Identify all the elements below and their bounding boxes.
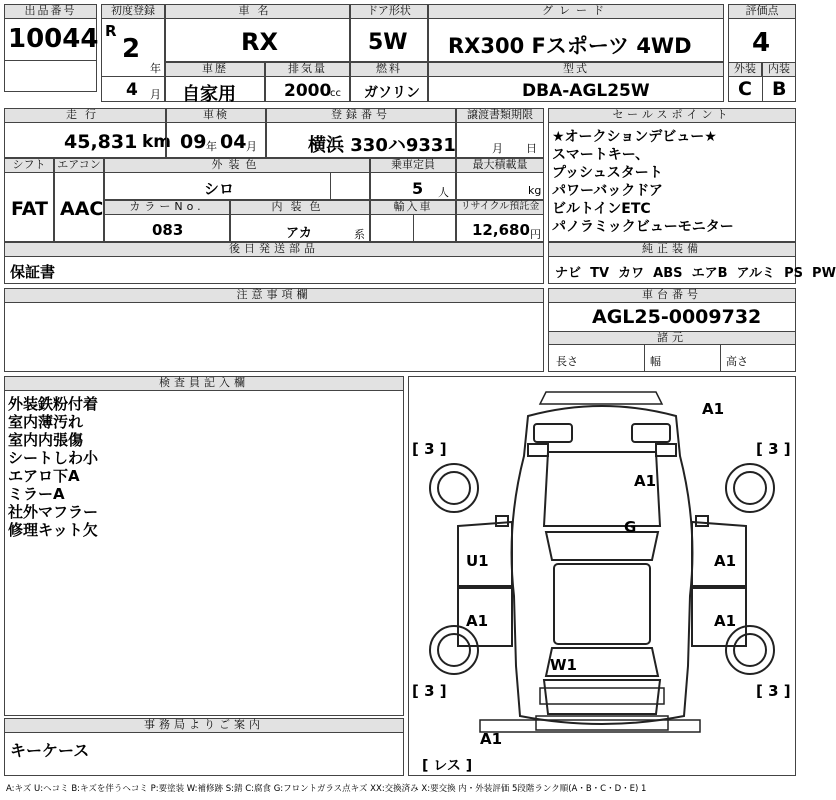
recycle: 12,680 [472,221,530,239]
car-name-label: 車名 [165,4,350,19]
damage-mark-right-rear-door: A1 [714,612,737,630]
equipment-item: アルミ [736,266,776,281]
reg-year: 2 [122,34,141,64]
legend: A:キズ U:ヘコミ B:キズを伴うヘコミ P:要塗装 W:補修跡 S:錆 C:腐食 G:フロントガラス点キズ XX:交換済み X:要交換 内・外装評価 5段階ランク順(A・B・C・D・E) 1 [6,784,647,794]
insp-month-unit: 月 [246,140,257,153]
transfer-month-unit: 月 [492,142,503,155]
fuel: ガソリン [364,85,420,101]
displacement: 2000 [284,81,332,101]
damage-mark-rear-window: W1 [550,656,577,674]
spec-length: 長さ [556,355,578,368]
sales-point-item: ★オークションデビュー★ [552,129,717,145]
tire-mark: [ 3 ] [412,440,447,458]
interior-grade: B [772,78,787,100]
tire-mark: [ 3 ] [756,682,791,700]
capacity-unit: 人 [438,186,449,199]
equipment-label: 純正装備 [548,242,796,257]
mileage: 45,831 [64,131,138,153]
model: DBA-AGL25W [522,81,650,101]
load-unit: kg [528,184,542,197]
insp-month: 04 [220,131,247,153]
recycle-label: リサイクル預託金 [456,200,544,215]
damage-mark-left-front-door: U1 [466,552,489,570]
history-label: 車歴 [165,62,265,77]
chassis-number: AGL25-0009732 [592,306,762,328]
spare-tire: [ レス ] [422,758,473,774]
reg-month: 4 [126,80,138,100]
damage-mark-rear-bumper: A1 [480,730,503,748]
shift: FAT [11,198,48,220]
score-label: 評価点 [728,4,796,19]
interior-label: 内装 [762,62,796,77]
grade: RX300 Fスポーツ 4WD [448,34,692,58]
spec-height: 高さ [726,355,748,368]
mileage-label: 走行 [4,108,166,123]
later-label: 後日発送部品 [4,242,544,257]
sales-point-item: パワーバックドア [552,183,663,199]
exterior-grade: C [738,78,752,100]
regno-label: 登録番号 [266,108,456,123]
inspector-label: 検査員記入欄 [4,376,404,391]
inspector-item: 修理キット欠 [8,521,98,539]
equipment-item: エアB [691,266,728,281]
spec-width: 幅 [650,355,661,368]
insp-year-unit: 年 [206,140,217,153]
equipment-item: カワ [618,266,645,281]
damage-mark-hood: A1 [634,472,657,490]
regno: 横浜 330ハ9331 [308,135,456,156]
tire-mark: [ 3 ] [756,440,791,458]
lot-number: 10044 [8,24,99,54]
lot-label: 出品番号 [4,4,97,19]
ac-label: エアコン [54,158,104,173]
shift-label: シフト [4,158,54,173]
fuel-label: 燃料 [350,62,428,77]
sales-point-item: ビルトインETC [552,201,651,217]
ac: AAC [60,198,104,220]
model-label: 型式 [428,62,724,77]
import-label: 輸入車 [370,200,456,215]
recycle-unit: 円 [530,228,541,241]
load-label: 最大積載量 [456,158,544,173]
equipment-item: ABS [653,266,683,281]
damage-mark-roof: G [624,518,637,536]
inspector-item: 室内薄汚れ [8,413,84,431]
sales-point-item: パノラミックビューモニター [552,219,734,235]
notes-label: 注意事項欄 [4,288,544,303]
grade-label: グレード [428,4,724,19]
sales-points-label: セールスポイント [548,108,796,123]
color-label: 外装色 [104,158,370,173]
first-reg-label: 初度登録 [101,4,165,19]
score: 4 [752,28,771,58]
color-no: 083 [152,221,184,239]
specs-label: 諸元 [548,331,796,345]
inspector-list [8,395,98,539]
capacity-label: 乗車定員 [370,158,456,173]
displacement-label: 排気量 [265,62,350,77]
inspector-item: エアロ下A [8,467,80,485]
tire-mark: [ 3 ] [412,682,447,700]
year-unit: 年 [150,62,161,75]
equipment-item: TV [590,266,610,281]
cc-unit: cc [330,88,341,99]
chassis-label: 車台番号 [548,288,796,303]
sales-point-item: プッシュスタート [552,165,663,181]
equipment-list [555,262,836,281]
car-name: RX [241,28,278,56]
later-value: 保証書 [10,263,56,281]
sales-point-item: スマートキー、 [552,147,650,163]
damage-mark-front-bumper: A1 [702,400,725,418]
office-label: 事務局よりご案内 [4,718,404,733]
inspection-label: 車検 [166,108,266,123]
inspector-item: ミラーA [8,485,65,503]
door-label: ドア形状 [350,4,428,19]
int-color: アカ [286,226,312,241]
inspector-item: 社外マフラー [8,503,99,521]
equipment-item: PW [812,266,836,281]
equipment-item: ナビ [555,266,582,281]
inspector-item: 外装鉄粉付着 [8,395,99,413]
damage-mark-left-rear-door: A1 [466,612,489,630]
era: R [105,22,117,40]
int-color-label: 内装色 [230,200,370,215]
damage-mark-right-front-door: A1 [714,552,737,570]
equipment-item: PS [784,266,803,281]
capacity: 5 [412,179,424,198]
door: 5W [368,30,408,55]
transfer-label: 譲渡書類期限 [456,108,544,123]
inspector-item: 室内内張傷 [8,431,84,449]
inspector-item: シートしわ小 [8,449,99,467]
exterior-label: 外装 [728,62,762,77]
color: シロ [204,180,235,198]
insp-year: 09 [180,131,207,153]
transfer-day-unit: 日 [526,142,537,155]
km-unit: km [142,132,172,152]
office-value: キーケース [10,741,90,760]
history: 自家用 [182,84,236,105]
month-unit: 月 [150,88,161,101]
sales-points-list [552,128,734,236]
car-diagram [408,376,796,776]
color-no-label: カラーNo. [104,200,230,215]
int-color-unit: 系 [354,228,365,241]
